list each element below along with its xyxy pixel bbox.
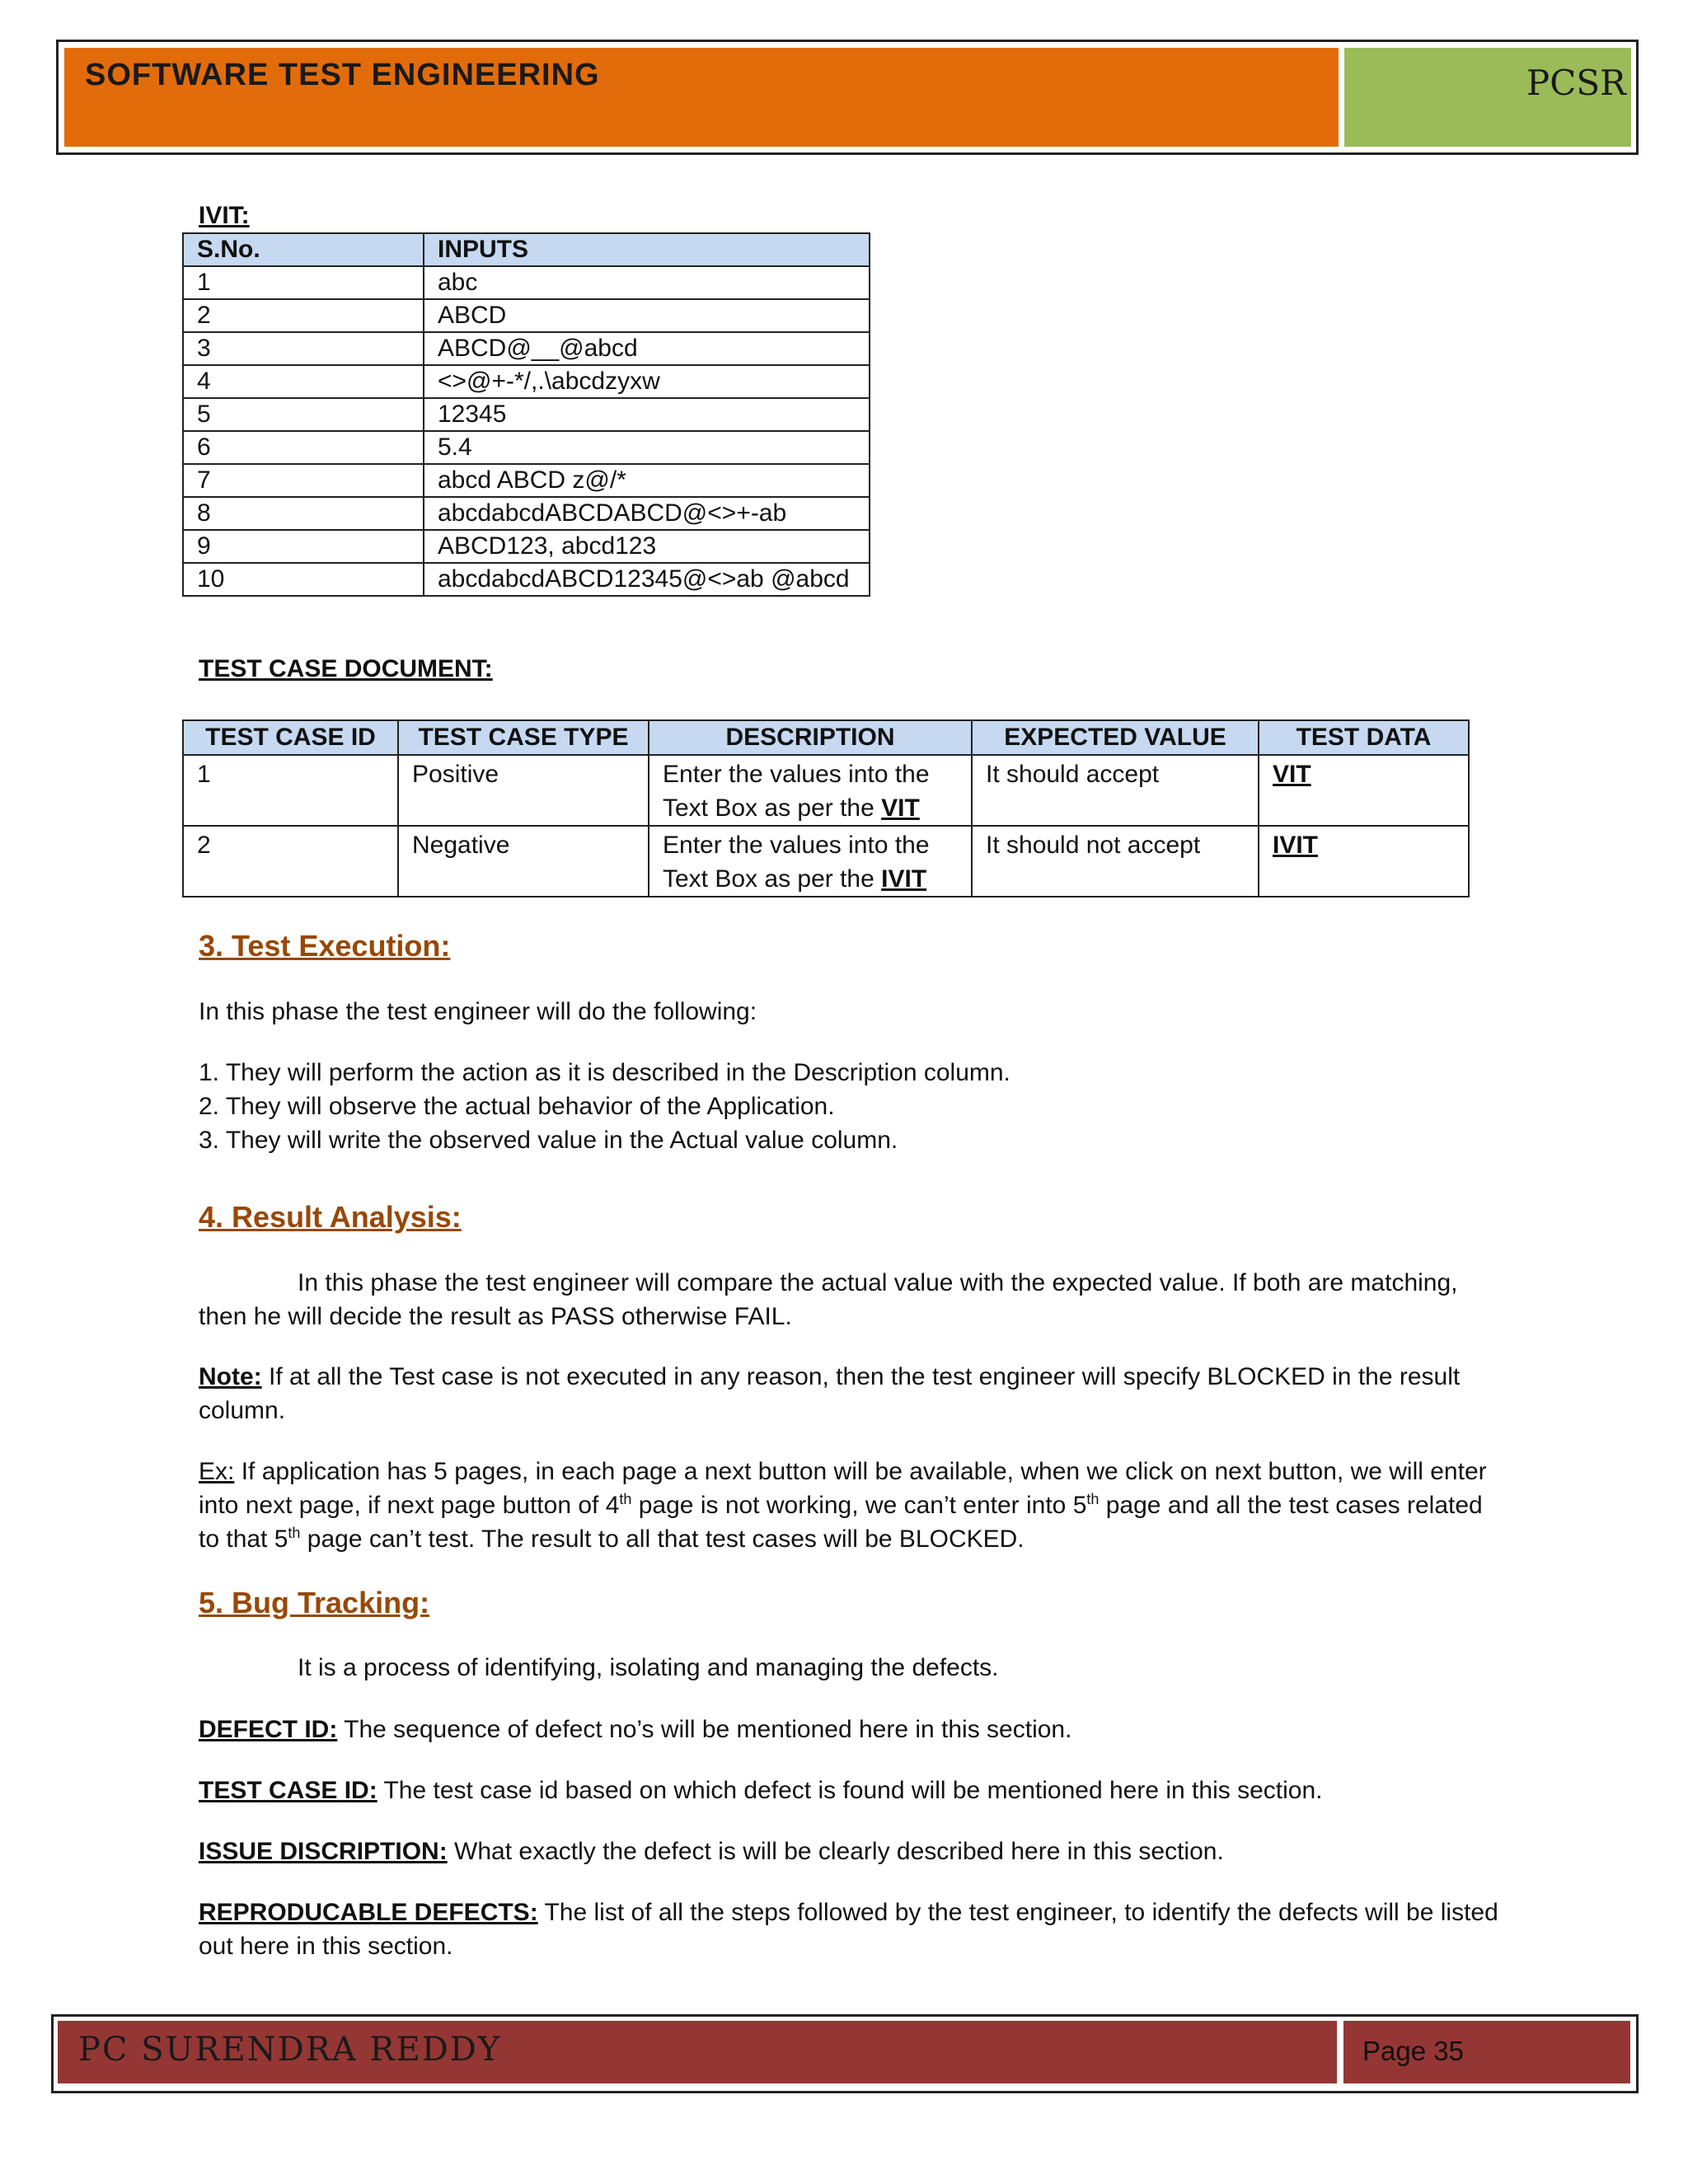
test-execution-step: 3. They will write the observed value in the Actual value column. [199,1127,898,1154]
ivit-table [182,232,870,597]
ivit-header-sno: S.No. [183,233,424,266]
item-label: ISSUE DISCRIPTION: [199,1838,448,1865]
item-label: REPRODUCABLE DEFECTS: [199,1899,538,1926]
test-case-id-item [199,1774,1501,1807]
tc-desc-line2: Text Box as per the [663,865,882,893]
ivit-input: ABCD@__@abcd [424,332,870,365]
test-execution-step: 2. They will observe the actual behavior of the Application. [199,1093,835,1120]
tc-header-test-data: TEST DATA [1259,720,1469,755]
note-label: Note: [199,1363,262,1390]
tc-test-data: VIT [1259,755,1469,826]
example-text: page is not working, we can’t enter into 5 [631,1492,1087,1519]
tc-expected: It should not accept [972,826,1259,897]
table-row [183,530,870,563]
table-row [183,497,870,530]
example-text: page can’t test. The result to all that test cases will be BLOCKED. [300,1526,1025,1553]
tc-id: 1 [183,755,398,826]
ivit-input: ABCD [424,299,870,332]
tc-expected: It should accept [972,755,1259,826]
table-row [183,398,870,431]
item-text: The list of all the steps followed by the test engineer, to identify the defects will be listed out here in this section. [199,1899,1498,1960]
ivit-sno: 8 [183,497,424,530]
tc-desc-line1: Enter the values into the [663,832,930,859]
item-label: TEST CASE ID: [199,1777,377,1804]
tc-desc-ref: VIT [881,794,920,822]
ivit-input: ABCD123, abcd123 [424,530,870,563]
ivit-sno: 1 [183,266,424,299]
test-case-table [182,719,1470,898]
test-case-doc-label: TEST CASE DOCUMENT: [199,655,493,682]
tc-description [649,826,972,897]
ivit-sno: 6 [183,431,424,464]
page-number: Page 35 [1362,2036,1464,2066]
tc-header-type: TEST CASE TYPE [398,720,649,755]
ivit-input: 5.4 [424,431,870,464]
tc-desc-line2: Text Box as per the [663,794,882,822]
bug-tracking-intro: It is a process of identifying, isolating and managing the defects. [298,1654,999,1681]
example-label: Ex: [199,1458,235,1485]
tc-desc-line1: Enter the values into the [663,761,930,788]
table-row [183,332,870,365]
note-text: If at all the Test case is not executed in any reason, then the test engineer will specify BLOCKED in the result column. [199,1363,1461,1424]
header-initials: PCSR [1526,63,1626,103]
example-text: If application has 5 pages, in each page a next button will be available, when we click on next button, we will enter into next page, if next page button of 4 [199,1458,1487,1519]
ivit-header-inputs: INPUTS [424,233,870,266]
ivit-label: IVIT: [199,202,250,229]
example-paragraph [199,1455,1501,1556]
ivit-sno: 7 [183,464,424,497]
reproducible-defects-item [199,1896,1501,1963]
bug-tracking-heading: 5. Bug Tracking: [199,1586,430,1619]
test-execution-heading: 3. Test Execution: [199,929,451,963]
result-analysis-paragraph: In this phase the test engineer will compare the actual value with the expected value. If both are matching, then he will decide the result as PASS otherwise FAIL. [199,1269,1458,1330]
defect-id-item [199,1713,1501,1746]
table-row [183,826,1469,897]
item-text: What exactly the defect is will be clearly described here in this section. [447,1838,1224,1865]
table-row [183,266,870,299]
item-text: The sequence of defect no’s will be mentioned here in this section. [337,1716,1072,1743]
table-row [183,299,870,332]
ivit-sno: 5 [183,398,424,431]
tc-type: Positive [398,755,649,826]
test-execution-step: 1. They will perform the action as it is described in the Description column. [199,1059,1010,1086]
tc-type: Negative [398,826,649,897]
superscript: th [288,1525,301,1541]
ivit-sno: 3 [183,332,424,365]
ivit-input: abcdabcdABCDABCD@<>+-ab [424,497,870,530]
footer-author: PC SURENDRA REDDY [78,2031,502,2069]
test-execution-intro: In this phase the test engineer will do the following: [199,998,757,1025]
ivit-sno: 4 [183,365,424,398]
tc-header-id: TEST CASE ID [183,720,398,755]
note-paragraph [199,1360,1501,1427]
header-title: SOFTWARE TEST ENGINEERING [85,58,600,92]
ivit-sno: 10 [183,563,424,596]
table-row [183,755,1469,826]
ivit-sno: 9 [183,530,424,563]
ivit-input: 12345 [424,398,870,431]
table-row [183,365,870,398]
item-text: The test case id based on which defect is found will be mentioned here in this section. [377,1777,1323,1804]
tc-header-description: DESCRIPTION [649,720,972,755]
tc-id: 2 [183,826,398,897]
tc-description [649,755,972,826]
ivit-input: abcdabcdABCD12345@<>ab @abcd [424,563,870,596]
ivit-input: abc [424,266,870,299]
ivit-sno: 2 [183,299,424,332]
table-row [183,431,870,464]
issue-description-item [199,1835,1501,1868]
ivit-input: abcd ABCD z@/* [424,464,870,497]
table-row [183,563,870,596]
table-row [183,464,870,497]
superscript: th [1086,1491,1100,1507]
superscript: th [619,1491,632,1507]
tc-test-data: IVIT [1259,826,1469,897]
example-text: page and all the test cases related to that 5 [199,1492,1483,1553]
result-analysis-heading: 4. Result Analysis: [199,1200,462,1234]
tc-header-expected: EXPECTED VALUE [972,720,1259,755]
tc-desc-ref: IVIT [881,865,927,893]
ivit-input: <>@+-*/,.\abcdzyxw [424,365,870,398]
item-label: DEFECT ID: [199,1716,338,1743]
